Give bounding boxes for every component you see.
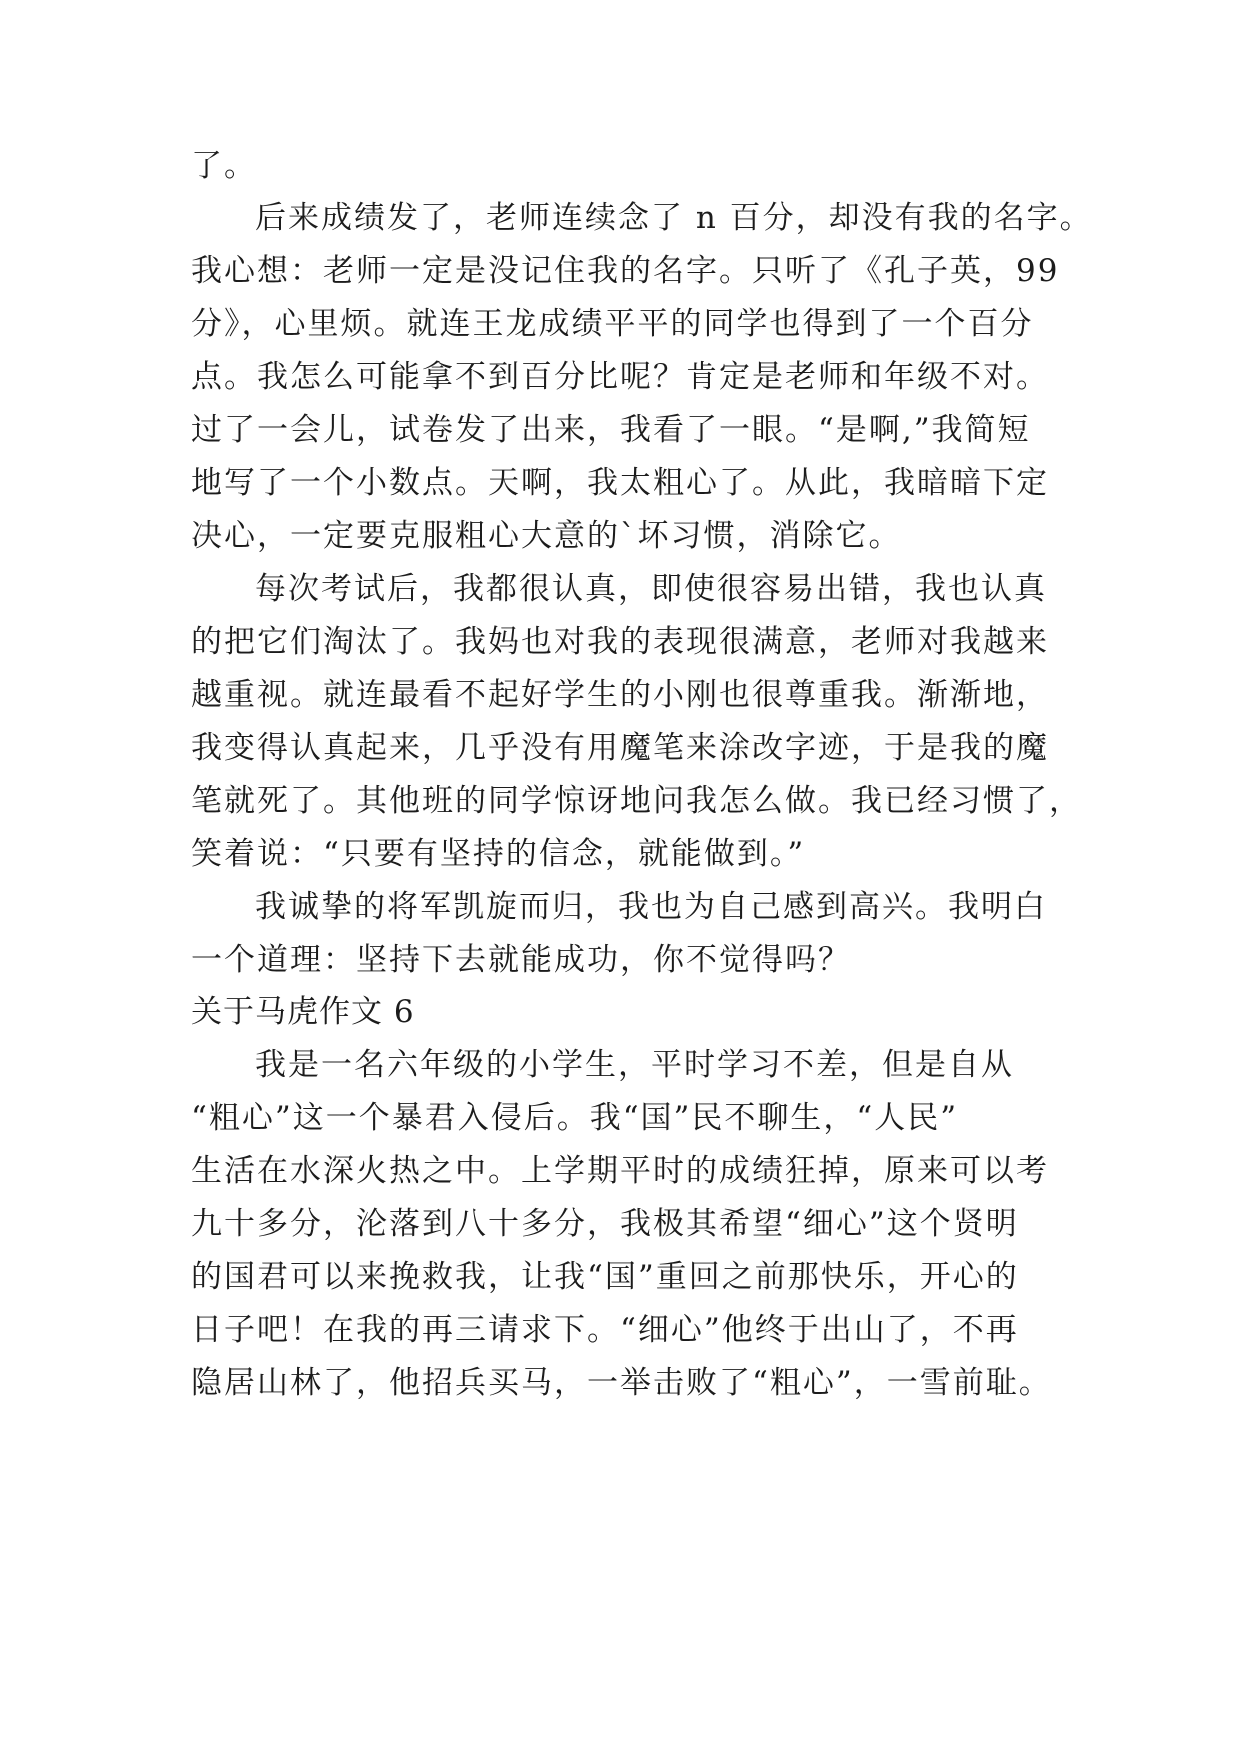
paragraph-start-line: 我诚挚的将军凯旋而归，我也为自己感到高兴。我明白 [255, 889, 1047, 925]
text-line: 一个道理：坚持下去就能成功，你不觉得吗？ [191, 942, 851, 978]
text-line: 分》，心里烦。就连王龙成绩平平的同学也得到了一个百分 [191, 306, 1034, 342]
text-line: 生活在水深火热之中。上学期平时的成绩狂掉，原来可以考 [191, 1153, 1049, 1189]
text-line: 隐居山林了，他招兵买马，一举击败了“粗心”，一雪前耻。 [191, 1365, 1052, 1401]
paragraph-start-line: 我是一名六年级的小学生，平时学习不差，但是自从 [255, 1047, 1014, 1083]
text-line: 越重视。就连最看不起好学生的小刚也很尊重我。渐渐地， [191, 677, 1049, 713]
paragraph-start-line: 每次考试后，我都很认真，即使很容易出错，我也认真 [255, 571, 1047, 607]
text-line: 点。我怎么可能拿不到百分比呢？肯定是老师和年级不对。 [191, 359, 1049, 395]
text-line: “粗心”这一个暴君入侵后。我“国”民不聊生，“人民” [191, 1100, 959, 1136]
text-line: 笑着说：“只要有坚持的信念，就能做到。” [191, 836, 806, 872]
section-heading: 关于马虎作文 6 [191, 994, 415, 1030]
text-line: 了。 [191, 148, 257, 184]
text-line: 日子吧！在我的再三请求下。“细心”他终于出山了，不再 [191, 1312, 1019, 1348]
text-line: 决心，一定要克服粗心大意的`坏习惯，消除它。 [191, 518, 902, 554]
text-line: 笔就死了。其他班的同学惊讶地问我怎么做。我已经习惯了， [191, 783, 1082, 819]
paragraph-start-line: 后来成绩发了，老师连续念了 n 百分，却没有我的名字。 [255, 200, 1093, 236]
text-line: 地写了一个小数点。天啊，我太粗心了。从此，我暗暗下定 [191, 465, 1049, 501]
text-line: 我心想：老师一定是没记住我的名字。只听了《孔子英，99 [191, 253, 1060, 289]
text-line: 过了一会儿，试卷发了出来，我看了一眼。“是啊,”我简短 [191, 412, 1031, 448]
text-line: 的把它们淘汰了。我妈也对我的表现很满意，老师对我越来 [191, 624, 1049, 660]
text-line: 九十多分，沦落到八十多分，我极其希望“细心”这个贤明 [191, 1206, 1019, 1242]
text-line: 我变得认真起来，几乎没有用魔笔来涂改字迹，于是我的魔 [191, 730, 1049, 766]
text-line: 的国君可以来挽救我，让我“国”重回之前那快乐，开心的 [191, 1259, 1019, 1295]
